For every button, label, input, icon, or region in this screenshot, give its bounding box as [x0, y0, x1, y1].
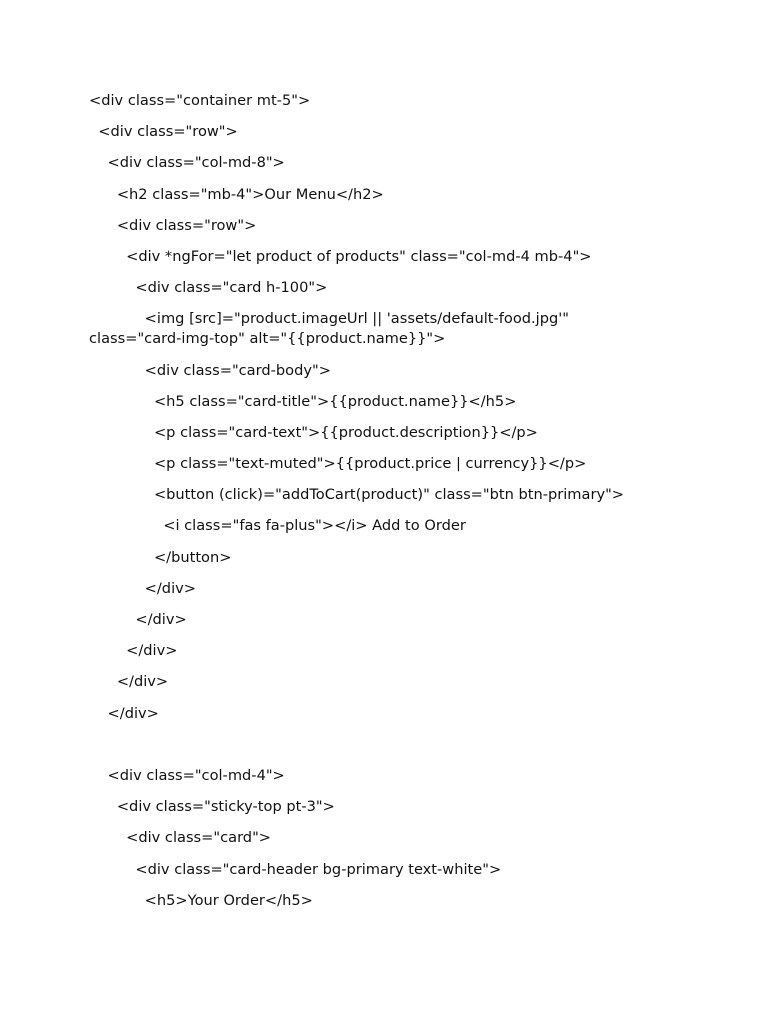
code-line: <div class="sticky-top pt-3">: [89, 798, 335, 816]
code-line: <img [src]="product.imageUrl || 'assets/default-food.jpg'" class="card-img-top" alt="{{product.name}}">: [89, 310, 569, 348]
code-line: </div>: [89, 611, 187, 628]
code-line: </button>: [89, 548, 232, 566]
code-line: <div class="row">: [89, 123, 238, 141]
code-line: </div>: [89, 642, 178, 660]
code-line: <div class="container mt-5">: [89, 92, 311, 109]
code-line: </div>: [89, 704, 159, 722]
code-line: <div class="card-body">: [89, 361, 331, 379]
code-line: <div *ngFor="let product of products" class="col-md-4 mb-4">: [89, 247, 592, 265]
code-line: <p class="card-text">{{product.description}}</p>: [89, 423, 538, 441]
code-line: <h5>Your Order</h5>: [89, 891, 313, 909]
code-line-blank: [89, 735, 689, 766]
code-line: <div class="col-md-8">: [89, 154, 285, 172]
code-line: <h5 class="card-title">{{product.name}}</h5>: [89, 392, 517, 410]
code-line: <h2 class="mb-4">Our Menu</h2>: [89, 185, 384, 203]
code-line: <div class="card h-100">: [89, 279, 328, 297]
code-line: <i class="fas fa-plus"></i> Add to Order: [89, 517, 466, 535]
code-line: <p class="text-muted">{{product.price | currency}}</p>: [89, 455, 587, 473]
code-line: <button (click)="addToCart(product)" class="btn btn-primary">: [89, 486, 625, 504]
code-listing: [89, 91, 689, 922]
code-line: </div>: [89, 673, 169, 691]
code-line: <div class="row">: [89, 216, 257, 234]
code-line: </div>: [89, 579, 196, 597]
code-line: <div class="card-header bg-primary text-white">: [89, 860, 502, 878]
code-line: <div class="card">: [89, 829, 272, 847]
code-line: <div class="col-md-4">: [89, 766, 285, 784]
